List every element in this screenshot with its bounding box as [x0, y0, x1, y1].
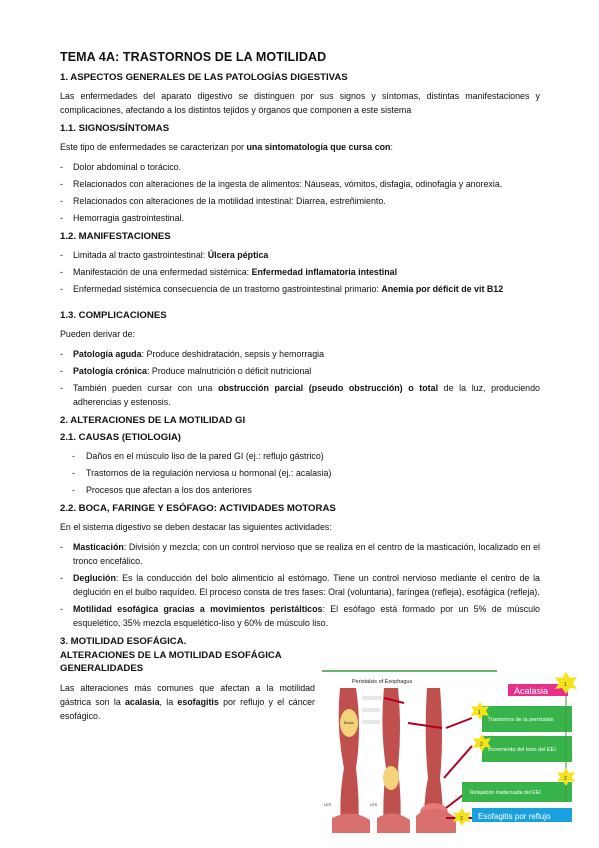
eei-tone-box-label: Incremento del tono del EEI	[488, 747, 556, 753]
list-item: - Limitada al tracto gastrointestinal: Úlcera péptica	[60, 250, 269, 260]
section-1-1-intro: Este tipo de enfermedades se caracterizan por una sintomatología que cursa con:	[60, 142, 393, 152]
list-item: - Patología crónica: Produce malnutrición o déficit nutricional	[60, 366, 312, 376]
section-3-text: Las alteraciones más comunes que afectan a la motilidad gástrica son la acalasia, la esofagitis por reflujo y el cáncer esofágico.	[60, 683, 315, 721]
esophagus-illustration	[324, 688, 456, 833]
les-label: LES	[370, 803, 378, 807]
esofagitis-label: Esofagitis por reflujo	[478, 812, 551, 821]
svg-text:2: 2	[564, 776, 567, 782]
symptoms-list	[60, 160, 540, 225]
svg-text:2: 2	[480, 742, 483, 748]
peristalsis-box-label: Trastornos de la peristalsis	[488, 717, 554, 723]
causes-list	[60, 449, 540, 497]
motor-activities-list	[60, 540, 540, 630]
list-item: - Procesos que afectan a los dos anteriores	[72, 485, 252, 495]
manifestations-list	[60, 248, 540, 296]
svg-text:3: 3	[460, 816, 463, 822]
list-item: - Hemorragia gastrointestinal.	[60, 213, 184, 223]
list-item: - Manifestación de una enfermedad sistémica: Enfermedad inflamatoria intestinal	[60, 267, 398, 277]
section-2-1-heading: 2.1. CAUSAS (ETIOLOGIA)	[60, 432, 181, 443]
complications-list	[60, 347, 540, 409]
list-item: - Dolor abdominal o torácico.	[60, 162, 182, 172]
section-2-2-intro: En el sistema digestivo se deben destacar las siguientes actividades:	[60, 522, 332, 532]
svg-text:1: 1	[478, 710, 481, 716]
section-3-heading: 3. MOTILIDAD ESOFÁGICA.	[60, 636, 187, 647]
acalasia-label: Acalasia	[514, 686, 549, 696]
svg-text:1: 1	[564, 682, 567, 688]
page-title: TEMA 4A: TRASTORNOS DE LA MOTILIDAD	[60, 50, 327, 64]
esophagus-motility-figure	[322, 668, 580, 838]
list-item: - Relacionados con alteraciones de la motilidad intestinal: Diarrea, estreñimiento.	[60, 196, 386, 206]
section-1-2-heading: 1.2. MANIFESTACIONES	[60, 231, 171, 242]
bolus-label: Bolus	[344, 720, 355, 725]
section-3	[60, 636, 315, 723]
section-1-1-heading: 1.1. SIGNOS/SÍNTOMAS	[60, 123, 170, 134]
list-item: - Masticación: División y mezcla; con un control nervioso que se realiza en el centro de la masticación, localizado en el tronco encefálico.	[60, 542, 540, 566]
section-1-3-intro: Pueden derivar de:	[60, 329, 135, 339]
list-item: - Patología aguda: Produce deshidratación, sepsis y hemorragia	[60, 349, 325, 359]
section-3-subheading: ALTERACIONES DE LA MOTILIDAD ESOFÁGICA GENERALIDADES	[60, 650, 282, 674]
figure-caption: Peristalsis of Esophagus	[352, 679, 413, 685]
list-item: - También pueden cursar con una obstrucción parcial (pseudo obstrucción) o total de la luz, produciendo adherencias y estenosis.	[60, 383, 540, 407]
list-item: - Relacionados con alteraciones de la ingesta de alimentos: Náuseas, vómitos, disfagia, odinofagia y anorexia.	[60, 179, 503, 189]
section-1-3-heading: 1.3. COMPLICACIONES	[60, 310, 167, 321]
section-1-text: Las enfermedades del aparato digestivo se distinguen por sus signos y síntomas, distintas manifestaciones y complicaciones, afectando a los distintos tejidos y órganos que componen a este sistema	[60, 91, 540, 115]
section-1-heading: 1. ASPECTOS GENERALES DE LAS PATOLOGÍAS DIGESTIVAS	[60, 72, 348, 83]
section-2-heading: 2. ALTERACIONES DE LA MOTILIDAD GI	[60, 415, 246, 426]
eei-relaxation-box-label: Relajación inadecuada del EEI	[470, 790, 541, 796]
list-item: - Deglución: Es la conducción del bolo alimenticio al estómago. Tiene un control nervioso mediante el centro de la deglución en el bulbo raquídeo. El proceso consta de tres fases: Oral (voluntaria), faríngea (refleja), esofágica (refleja).	[60, 573, 540, 597]
list-item: - Daños en el músculo liso de la pared GI (ej.: reflujo gástrico)	[72, 451, 324, 461]
list-item: - Trastornos de la regulación nerviosa u hormonal (ej.: acalasia)	[72, 468, 332, 478]
section-2-2-heading: 2.2. BOCA, FARINGE Y ESÓFAGO: ACTIVIDADES MOTORAS	[60, 503, 336, 514]
list-item: - Motilidad esofágica gracias a movimientos peristálticos: El esófago está formado por un 5% de músculo esquelético, 35% mezcla esquelético-liso y 60% de músculo liso.	[60, 604, 540, 628]
les-label: LES	[324, 803, 332, 807]
list-item: - Enfermedad sistémica consecuencia de un trastorno gastrointestinal primario: Anemia por déficit de vit B12	[60, 284, 504, 294]
document-page	[60, 50, 540, 729]
